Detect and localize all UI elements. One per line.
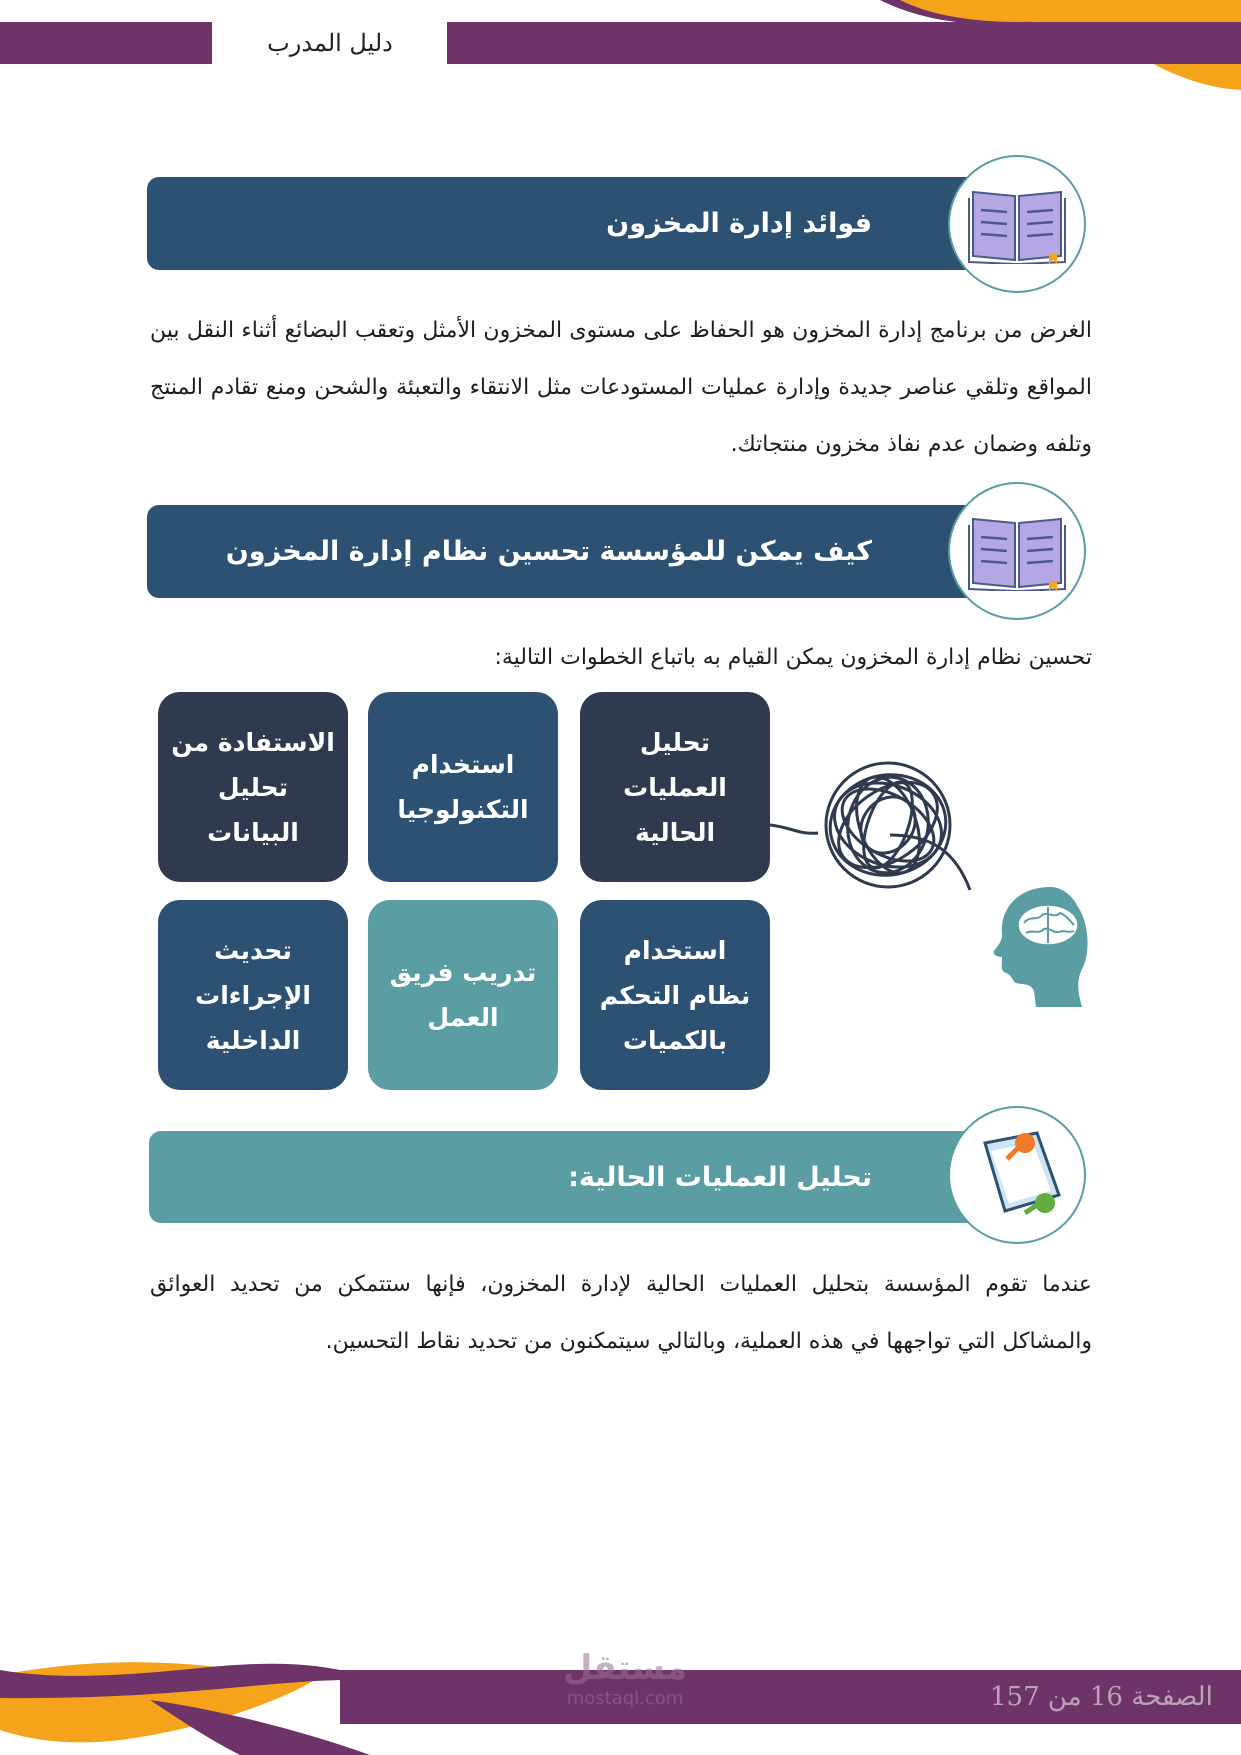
watermark-url: mostaql.com bbox=[566, 1688, 684, 1709]
page-number-label: الصفحة 16 من 157 bbox=[990, 1682, 1213, 1712]
step-team-training: تدريب فريق العمل bbox=[368, 900, 558, 1090]
header-title: دليل المدرب bbox=[267, 29, 393, 57]
step-quantity-control: استخدام نظام التحكم بالكميات bbox=[580, 900, 770, 1090]
analyze-paragraph: عندما تقوم المؤسسة بتحليل العمليات الحالية لإدارة المخزون، فإنها ستتمكن من تحديد العوائق والمشاكل التي تواجهها في هذه العملية، وبالتالي سيتمكنون من تحديد نقاط التحسين. bbox=[150, 1272, 1092, 1354]
step-use-technology: استخدام التكنولوجيا bbox=[368, 692, 558, 882]
section-heading-improve bbox=[147, 505, 1022, 598]
header-bar-left bbox=[0, 22, 212, 64]
step-analyze-current: تحليل العمليات الحالية bbox=[580, 692, 770, 882]
brain-head-icon bbox=[990, 885, 1090, 1007]
header-bar-right bbox=[447, 22, 1241, 64]
section-heading-analyze bbox=[149, 1131, 1022, 1223]
section-heading-text: تحليل العمليات الحالية: bbox=[568, 1161, 872, 1193]
note-icon-circle bbox=[948, 1106, 1086, 1244]
section-heading-text: كيف يمكن للمؤسسة تحسين نظام إدارة المخزون bbox=[225, 536, 872, 567]
book-icon bbox=[967, 184, 1067, 264]
section-heading-benefits bbox=[147, 177, 1022, 270]
watermark bbox=[540, 1648, 710, 1710]
improve-intro: تحسين نظام إدارة المخزون يمكن القيام به باتباع الخطوات التالية: bbox=[494, 645, 1092, 670]
book-icon-circle bbox=[948, 155, 1086, 293]
section-heading-text: فوائد إدارة المخزون bbox=[606, 208, 872, 239]
note-pin-icon bbox=[967, 1125, 1067, 1225]
watermark-arabic: مستقل bbox=[562, 1648, 688, 1688]
step-update-procedures: تحديث الإجراءات الداخلية bbox=[158, 900, 348, 1090]
book-icon-circle bbox=[948, 482, 1086, 620]
benefits-paragraph: الغرض من برنامج إدارة المخزون هو الحفاظ على مستوى المخزون الأمثل وتعقب البضائع أثناء النقل بين المواقع وتلقي عناصر جديدة وإدارة عمليات المستودعات مثل الانتقاء والتعبئة والشحن ومنع تقادم المنتج وتلفه وضمان عدم نفاذ مخزون منتجاتك. bbox=[150, 318, 1092, 457]
book-icon bbox=[967, 511, 1067, 591]
step-data-analysis: الاستفادة من تحليل البيانات bbox=[158, 692, 348, 882]
